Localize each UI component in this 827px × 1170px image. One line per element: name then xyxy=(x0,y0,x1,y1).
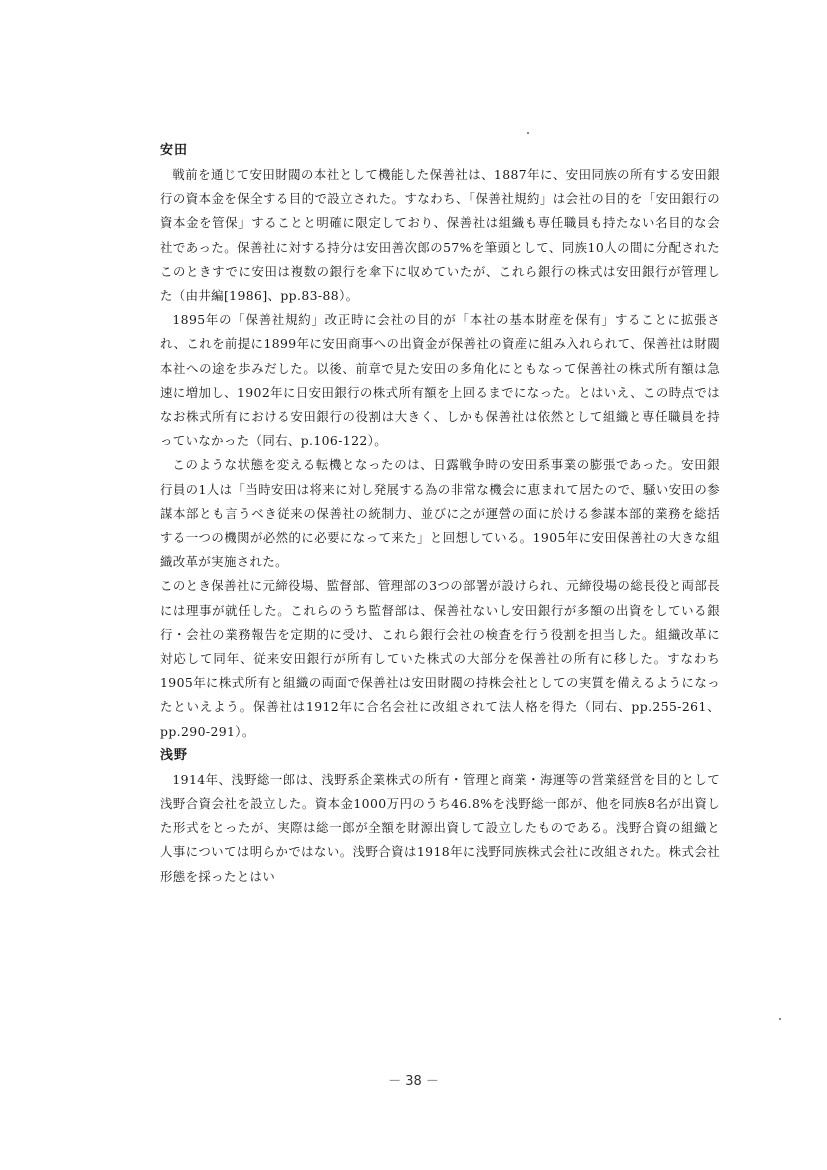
paragraph: 1895年の「保善社規約」改正時に会社の目的が「本社の基本財産を保有」することに拡張され、これを前提に1899年に安田商事への出資金が保善社の資産に組み入れられて、保善社は財閥本社への途を歩みだした。以後、前章で見た安田の多角化にともなって保善社の株式所有額は急速に増加し、1902年に日安田銀行の株式所有額を上回るまでになった。とはいえ、この時点ではなお株式所有における安田銀行の役割は大きく、しかも保善社は依然として組織と専任職員を持っていなかった（同右、p.106-122）。 xyxy=(160,312,720,449)
document-body xyxy=(160,139,720,889)
paragraph: このような状態を変える転機となったのは、日露戦争時の安田系事業の膨張であった。安田銀行員の1人は「当時安田は将来に対し発展する為の非常な機会に恵まれて居たので、騒い安田の参謀本部とも言うべき従来の保善社の統制力、並びに之が運營の面に於ける参謀本部的業務を総括する一つの機関が必然的に必要になって来た」と回想している。1905年に安田保善社の大きな組織改革が実施された。 xyxy=(160,457,720,570)
section-heading-yasuda: 安田 xyxy=(160,143,189,158)
paragraph: このとき保善社に元締役場、監督部、管理部の3つの部署が設けられ、元締役場の総長役と両部長には理事が就任した。これらのうち監督部は、保善社ないし安田銀行が多額の出資をしている銀行・会社の業務報告を定期的に受け、これら銀行会社の検査を行う役割を担当した。組織改革に対応して同年、従来安田銀行が所有していた株式の大部分を保善社の所有に移した。すなわち1905年に株式所有と組織の両面で保善社は安田財閥の持株会社としての実質を備えるようになったといえよう。保善社は1912年に合名会社に改組されて法人格を得た（同右、pp.255-261、pp.290-291）。 xyxy=(160,578,720,739)
scan-speck xyxy=(527,132,529,134)
section-heading-asano: 浅野 xyxy=(160,747,189,763)
paragraph: 戦前を通じて安田財閥の本社として機能した保善社は、1887年に、安田同族の所有する安田銀行の資本金を保全する目的で設立された。すなわち、「保善社規約」は会社の目的を「安田銀行の資本金を管保」することと明確に限定しており、保善社は組織も専任職員も持たない名目的な会社であった。保善社に対する持分は安田善次郎の57%を筆頭として、同族10人の間に分配されたこのときすでに安田は複数の銀行を傘下に収めていたが、これら銀行の株式は安田銀行が管理した（由井編[1986]、pp.83-88）。 xyxy=(160,167,720,304)
page-number: － 38 － xyxy=(388,1074,439,1089)
scan-speck xyxy=(779,1018,781,1020)
paragraph: 1914年、浅野総一郎は、浅野系企業株式の所有・管理と商業・海運等の営業経営を目的として浅野合資会社を設立した。資本金1000万円のうち46.8%を浅野総一郎が、他を同族8名が出資した形式をとったが、実際は総一郎が全額を財源出資して設立したものである。浅野合資の組織と人事については明らかではない。浅野合資は1918年に浅野同族株式会社に改組された。株式会社形態を採ったとはい xyxy=(160,771,720,884)
